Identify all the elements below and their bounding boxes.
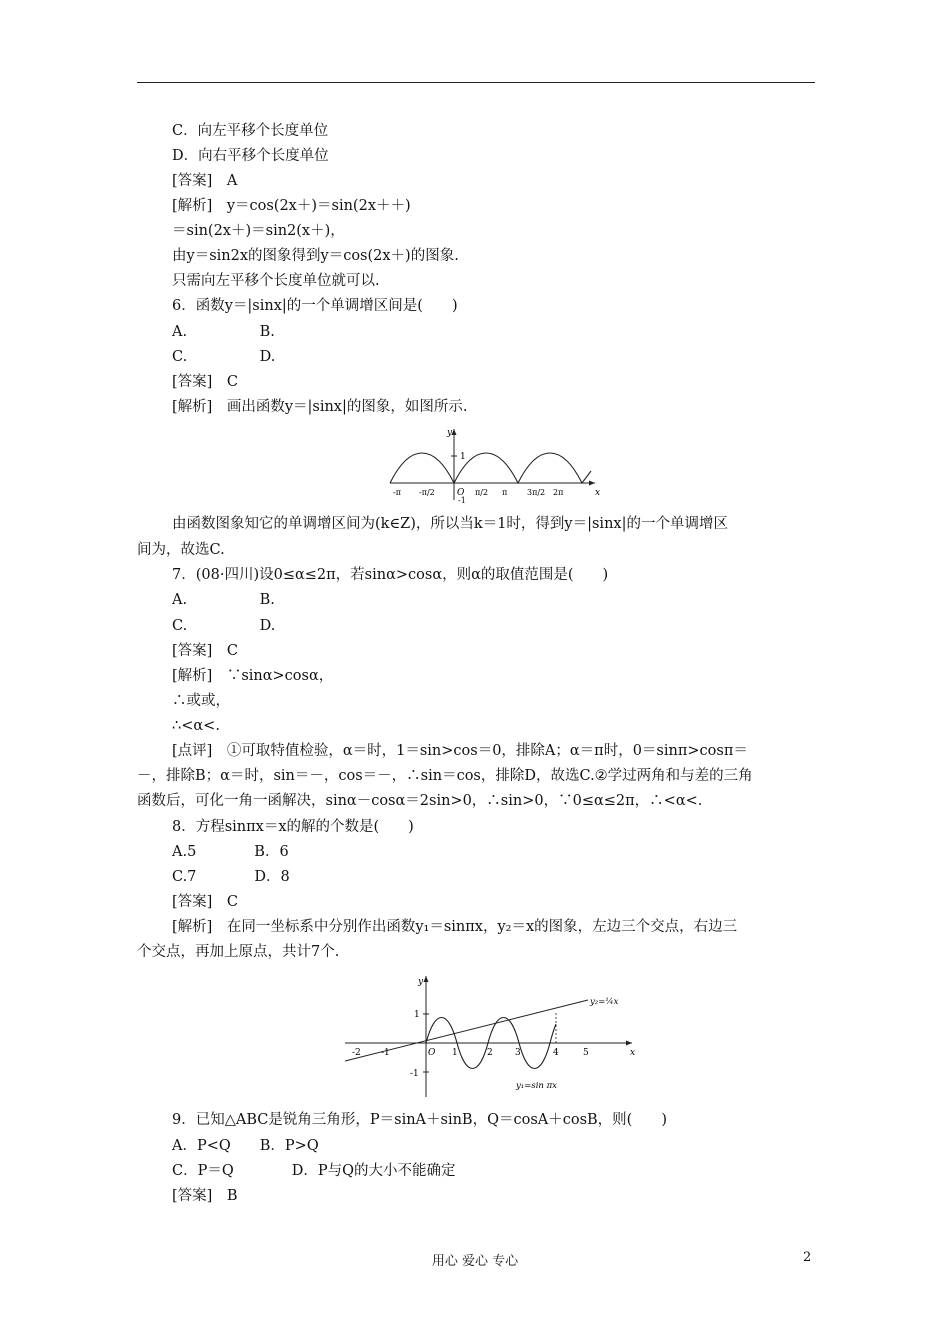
page-number: 2 [803,1250,812,1265]
analysis-line: ∴<α<. [172,718,220,734]
origin-label: O [457,488,465,498]
options-cd: C. D. [172,618,276,634]
x-tick-label: 3π/2 [527,488,546,497]
y-tick-label: -1 [410,1069,419,1079]
footer-slogan: 用心 爱心 专心 [431,1254,519,1269]
x-tick-label: -π/2 [419,488,435,497]
options-cd: C. D. [172,349,276,365]
y-axis-arrow [452,429,457,435]
x-tick-label: π/2 [475,488,489,497]
curve-label: y₁=sin πx [516,1081,557,1091]
x-tick-label: -1 [381,1048,390,1058]
x-tick-label: 2π [553,488,564,497]
analysis-line: 个交点，再加上原点，共计7个. [137,944,340,960]
analysis-line: ∴或或， [172,693,230,709]
x-tick-label: -2 [352,1048,361,1058]
options-ab: A. B. [172,592,275,608]
x-tick-label: 5 [583,1048,589,1058]
y-axis-label: y [447,428,453,438]
options-ab: A.5 B．6 [172,844,289,860]
analysis-line: [解析] ∵sinα>cosα， [172,668,334,684]
origin-label: O [428,1048,436,1058]
options-ab: A．P<Q B．P>Q [172,1138,319,1154]
analysis-line: 只需向左平移个长度单位就可以. [172,273,380,289]
analysis-line: 由函数图象知它的单调增区间为(k∈Z)，所以当k＝1时，得到y＝|sinx|的一个单调增区 [172,516,728,532]
question-9: 9．已知△ABC是锐角三角形，P＝sinA＋sinB，Q＝cosA＋cosB，则( ) [172,1112,667,1128]
analysis-line: 间为，故选C. [137,542,225,558]
y-one-label: 1 [460,452,466,462]
x-tick-label: 4 [553,1048,559,1058]
x-tick-label: 2 [487,1048,493,1058]
analysis-line: [解析] 在同一坐标系中分别作出函数y₁＝sinπx，y₂＝x的图象，左边三个交点，右边三 [172,919,738,935]
answer-line: [答案] B [172,1188,238,1204]
question-8: 8．方程sinπx＝x的解的个数是( ) [172,819,414,835]
options-ab: A. B. [172,324,275,340]
option-c-line: C．向左平移个长度单位 [172,123,329,139]
x-axis-arrow [589,481,595,486]
x-axis-label: x [630,1048,636,1058]
x-tick-label: 1 [452,1048,458,1058]
question-6: 6．函数y＝|sinx|的一个单调增区间是( ) [172,298,458,314]
x-tick-label: π [502,488,508,497]
analysis-line: 由y＝sin2x的图象得到y＝cos(2x＋)的图象. [172,248,459,264]
abs-sine-curve [390,453,591,483]
header-rule [137,82,815,83]
options-cd: C．P＝Q D．P与Q的大小不能确定 [172,1163,456,1179]
x-tick-label: -π [393,488,401,497]
analysis-line: [解析] y＝cos(2x＋)＝sin(2x＋＋) [172,198,411,214]
answer-line: [答案] C [172,894,238,910]
question-7: 7．(08·四川)设0≤α≤2π，若sinα>cosα，则α的取值范围是( ) [172,567,609,583]
abs-sine-graph [385,425,605,505]
intersection-graph [340,972,640,1100]
x-axis-label: x [595,488,601,498]
comment-line: 函数后，可化一角一函解决，sinα－cosα＝2sin>0，∴sin>0，∵0≤α≤2π，∴<α<. [137,793,703,809]
analysis-line: ＝sin(2x＋)＝sin2(x＋)， [172,223,345,239]
answer-line: [答案] C [172,374,238,390]
y-axis-label: y [418,977,424,987]
comment-line: －，排除B；α＝时，sin＝－，cos＝－，∴sin＝cos，排除D，故选C.②学过两角和与差的三角 [137,768,753,784]
x-axis-arrow [626,1041,632,1046]
x-tick-label: 3 [515,1048,521,1058]
comment-line: [点评] ①可取特值检验，α＝时，1＝sin>cos＝0，排除A；α＝π时，0＝sinπ>cosπ＝ [172,743,748,759]
answer-line: [答案] C [172,643,238,659]
y-tick-label: 1 [414,1010,420,1020]
options-cd: C.7 D．8 [172,869,290,885]
line-label: y₂=¼x [590,997,619,1007]
y-axis-arrow [424,976,429,982]
analysis-line: [解析] 画出函数y＝|sinx|的图象，如图所示. [172,399,468,415]
y-neg-one-label: -1 [458,496,466,505]
option-d-line: D．向右平移个长度单位 [172,148,329,164]
answer-line: [答案] A [172,173,238,189]
